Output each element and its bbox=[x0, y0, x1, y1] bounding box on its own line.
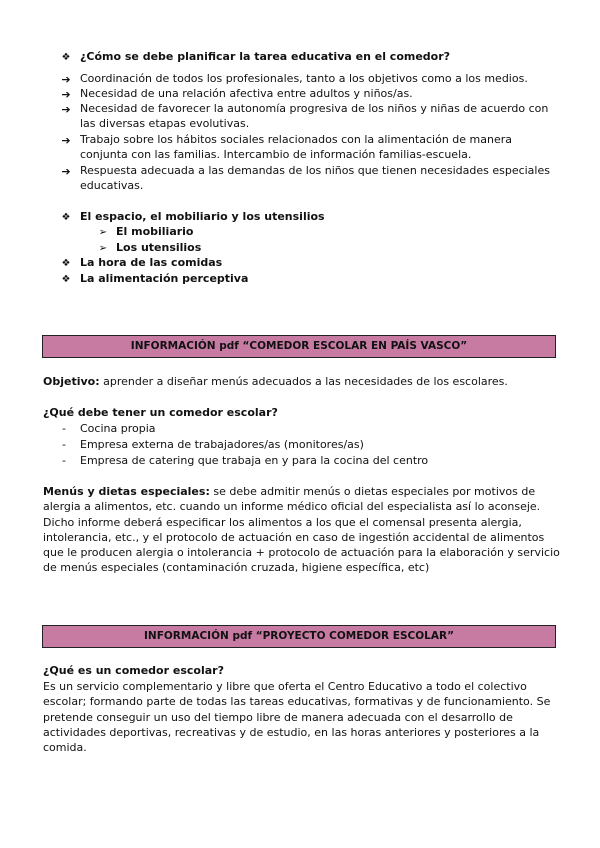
arrow-bullet-icon: ➔ bbox=[61, 73, 71, 86]
topic-title: El espacio, el mobiliario y los utensilios bbox=[80, 210, 325, 223]
list-item: Empresa externa de trabajadores/as (monitores/as) bbox=[80, 438, 364, 451]
diamond-bullet-icon: ❖ bbox=[61, 52, 71, 63]
list-item: Empresa de catering que trabaja en y para la cocina del centro bbox=[80, 454, 429, 467]
list-item: Trabajo sobre los hábitos sociales relacionados con la alimentación de manera conjunta con las familias. Intercambio de información familias-escuela. bbox=[80, 133, 512, 162]
topic-title: La alimentación perceptiva bbox=[80, 272, 249, 285]
arrow-bullet-icon: ➔ bbox=[61, 165, 71, 178]
dash-bullet-icon: - bbox=[62, 438, 66, 451]
arrow-bullet-icon: ➔ bbox=[61, 103, 71, 116]
diamond-bullet-icon: ❖ bbox=[61, 212, 71, 223]
list-item: Coordinación de todos los profesionales, tanto a los objetivos como a los medios. bbox=[80, 72, 528, 85]
list-item: Necesidad de una relación afectiva entre adultos y niños/as. bbox=[80, 87, 413, 100]
dash-bullet-icon: - bbox=[62, 454, 66, 467]
list-item: Respuesta adecuada a las demandas de los niños que tienen necesidades especiales educativas. bbox=[80, 164, 550, 193]
objective-label: Objetivo: bbox=[43, 375, 100, 388]
menus-label: Menús y dietas especiales: bbox=[43, 485, 210, 498]
list-item: Cocina propia bbox=[80, 422, 156, 435]
triangle-bullet-icon: ➢ bbox=[98, 243, 108, 254]
triangle-bullet-icon: ➢ bbox=[98, 227, 108, 238]
section-question: ¿Qué debe tener un comedor escolar? bbox=[43, 406, 278, 419]
section-question: ¿Cómo se debe planificar la tarea educativa en el comedor? bbox=[80, 50, 451, 63]
menus-paragraph bbox=[43, 484, 561, 576]
section-banner: INFORMACIÓN pdf “PROYECTO COMEDOR ESCOLAR” bbox=[42, 625, 556, 648]
arrow-bullet-icon: ➔ bbox=[61, 88, 71, 101]
subtopic-title: El mobiliario bbox=[116, 225, 194, 238]
subtopic-title: Los utensilios bbox=[116, 241, 202, 254]
list-item: Necesidad de favorecer la autonomía progresiva de los niños y niñas de acuerdo con las diversas etapas evolutivas. bbox=[80, 102, 549, 131]
section-question: ¿Qué es un comedor escolar? bbox=[43, 664, 224, 677]
proyecto-paragraph: Es un servicio complementario y libre que oferta el Centro Educativo a todo el colectivo escolar; formando parte de todas las tareas educativas, formativas y de funcionamiento. Se pretende conseguir un uso del tiempo libre de manera adecuada con el desarrollo de actividades deportivas, recreativas y de estudio, en las horas anteriores y posteriores a la comida. bbox=[43, 680, 551, 755]
diamond-bullet-icon: ❖ bbox=[61, 258, 71, 269]
topic-title: La hora de las comidas bbox=[80, 256, 223, 269]
objective-paragraph bbox=[43, 374, 563, 389]
menus-text: se debe admitir menús o dietas especiales por motivos de alergia a alimentos, etc. cuando un informe médico oficial del especialista así lo aconseje. Dicho informe deberá especificar los alimentos a los que el comensal presenta alergia, intolerancia, etc., y el protocolo de actuación en caso de ingestión accidental de alimentos que le producen alergia o intolerancia + protocolo de actuación para la elaboración y servicio de menús especiales (contaminación cruzada, higiene específica, etc) bbox=[43, 485, 560, 575]
objective-text: aprender a diseñar menús adecuados a las necesidades de los escolares. bbox=[99, 375, 508, 388]
diamond-bullet-icon: ❖ bbox=[61, 274, 71, 285]
dash-bullet-icon: - bbox=[62, 422, 66, 435]
arrow-bullet-icon: ➔ bbox=[61, 134, 71, 147]
section-banner: INFORMACIÓN pdf “COMEDOR ESCOLAR EN PAÍS VASCO” bbox=[42, 335, 556, 358]
